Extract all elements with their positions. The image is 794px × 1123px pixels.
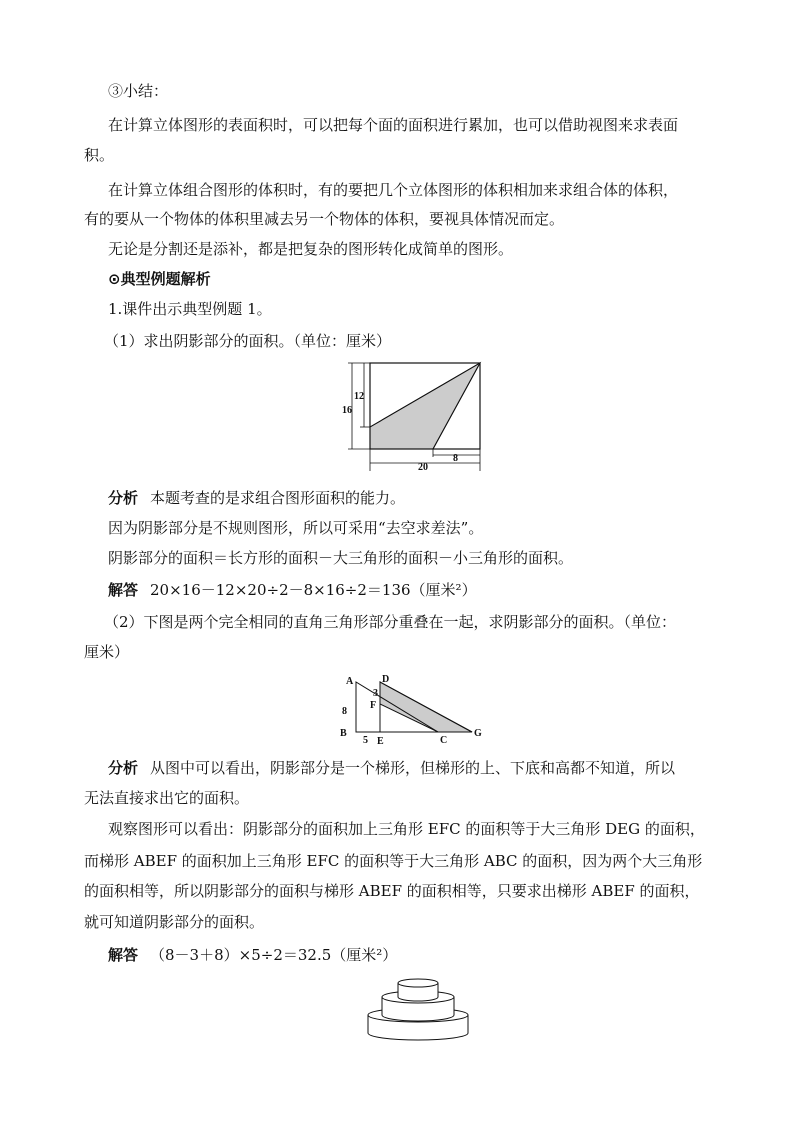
q2-observation-line-1: 观察图形可以看出：阴影部分的面积加上三角形 EFC 的面积等于大三角形 DEG 的面积，	[108, 820, 705, 838]
label-C: C	[440, 735, 448, 745]
figure-1-rectangle-diagram	[342, 355, 482, 475]
q2-analysis-line-1: 分析 从图中可以看出，阴影部分是一个梯形，但梯形的上、下底和高都不知道，所以	[108, 759, 676, 777]
q2-analysis-line-2: 无法直接求出它的面积。	[84, 789, 250, 807]
question-1: （1）求出阴影部分的面积。（单位：厘米）	[104, 332, 392, 350]
summary-paragraph-1-line-1: 在计算立体图形的表面积时，可以把每个面的面积进行累加，也可以借助视图来求表面	[108, 116, 679, 134]
figure-2-triangles-diagram	[338, 670, 488, 745]
q1-analysis: 分析 本题考查的是求组合图形面积的能力。	[108, 489, 406, 507]
example-intro: 1.课件出示典型例题 1。	[108, 300, 272, 318]
question-2-line-2: 厘米）	[84, 643, 130, 661]
q1-reason: 因为阴影部分是不规则图形，所以可采用“去空求差法”。	[108, 519, 484, 537]
question-2-line-1: （2）下图是两个完全相同的直角三角形部分重叠在一起，求阴影部分的面积。（单位：	[104, 613, 677, 631]
analysis-keyword-2: 分析	[108, 759, 139, 777]
figure-3-stacked-cylinders	[364, 975, 474, 1045]
q2-observation-line-4: 就可知道阴影部分的面积。	[84, 913, 265, 931]
label-8: 8	[342, 706, 347, 717]
label-F: F	[370, 700, 377, 711]
label-8: 8	[453, 453, 458, 464]
label-5: 5	[363, 735, 368, 745]
answer-keyword-2: 解答	[108, 946, 139, 964]
label-A: A	[346, 676, 354, 687]
summary-paragraph-1-line-2: 积。	[84, 146, 115, 164]
label-G: G	[474, 728, 482, 739]
analysis-keyword: 分析	[108, 489, 139, 507]
summary-heading: ③小结：	[108, 82, 169, 100]
label-E: E	[377, 736, 384, 745]
summary-paragraph-2-line-2: 有的要从一个物体的体积里减去另一个物体的体积，要视具体情况而定。	[84, 210, 565, 228]
answer-keyword: 解答	[108, 581, 139, 599]
label-16: 16	[342, 405, 352, 416]
label-B: B	[340, 728, 347, 739]
label-12: 12	[354, 391, 364, 402]
summary-paragraph-2-line-1: 在计算立体组合图形的体积时，有的要把几个立体图形的体积相加来求组合体的体积，	[108, 181, 679, 199]
section-heading: ⊙典型例题解析	[108, 270, 211, 288]
q2-answer: 解答 （8－3＋8）×5÷2＝32.5（厘米²）	[108, 946, 398, 964]
label-D: D	[382, 674, 390, 685]
q2-observation-line-3: 的面积相等，所以阴影部分的面积与梯形 ABEF 的面积相等，只要求出梯形 ABEF 的面积，	[84, 882, 700, 900]
label-20: 20	[418, 462, 428, 473]
shaded-region	[370, 363, 480, 449]
label-3: 3	[373, 688, 378, 699]
q2-observation-line-2: 而梯形 ABEF 的面积加上三角形 EFC 的面积等于大三角形 ABC 的面积，因为两个大三角形	[84, 852, 703, 870]
summary-paragraph-3: 无论是分割还是添补，都是把复杂的图形转化成简单的图形。	[108, 240, 514, 258]
q1-formula: 阴影部分的面积＝长方形的面积－大三角形的面积－小三角形的面积。	[108, 549, 574, 567]
q1-answer: 解答 20×16－12×20÷2－8×16÷2＝136（厘米²）	[108, 581, 477, 599]
